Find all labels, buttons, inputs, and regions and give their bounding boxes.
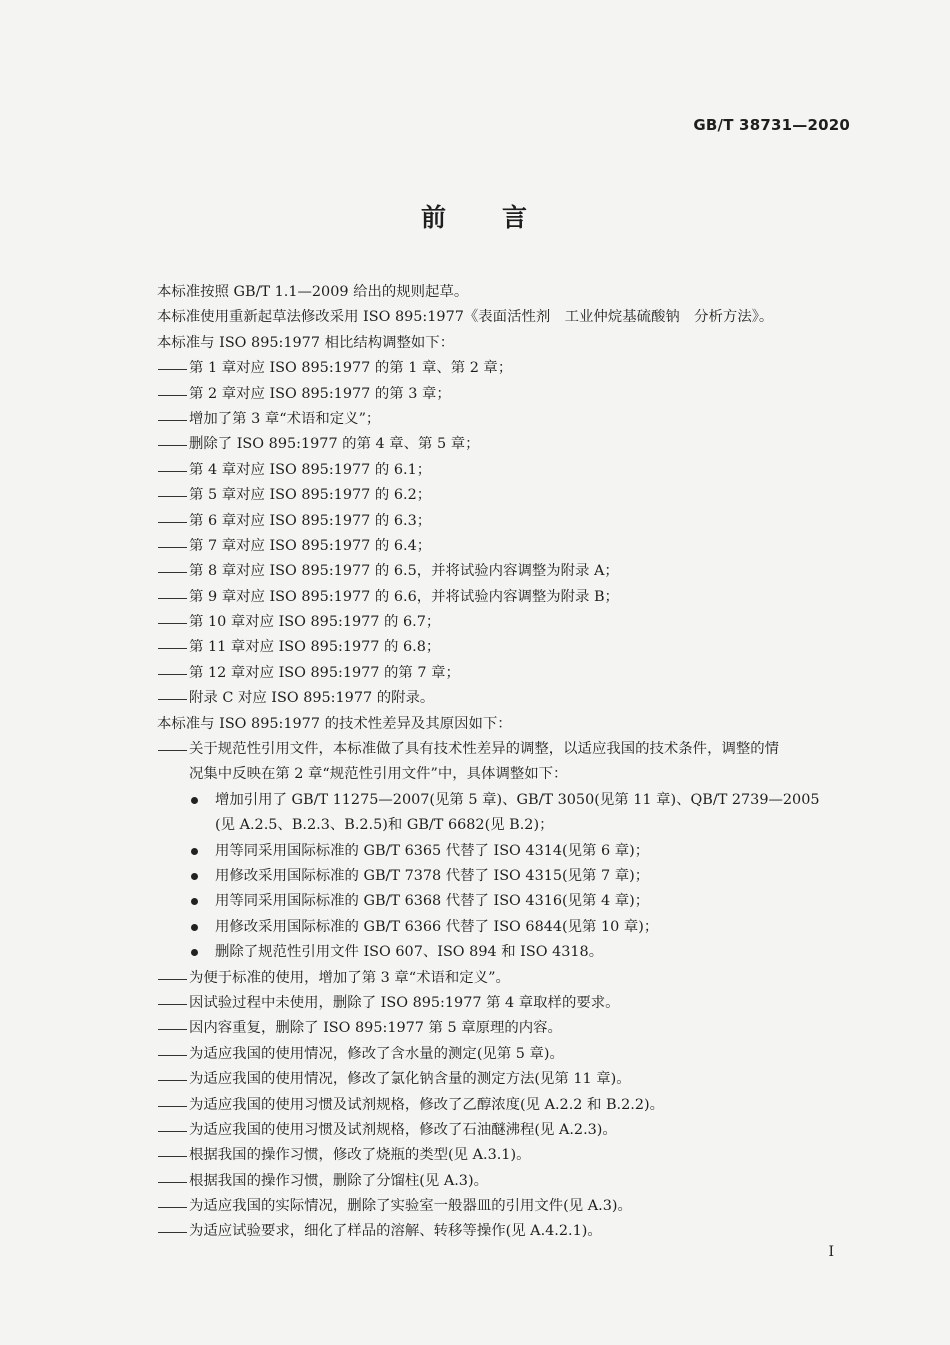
structure-item: 增加了第 3 章“术语和定义”； [157, 407, 857, 432]
intro-line: 本标准与 ISO 895:1977 相比结构调整如下： [157, 334, 455, 351]
normative-ref-item: 关于规范性引用文件，本标准做了具有技术性差异的调整，以适应我国的技术条件，调整的情 [157, 737, 857, 762]
difference-item: 为适应我国的使用习惯及试剂规格，修改了乙醇浓度(见 A.2.2 和 B.2.2)。 [157, 1093, 857, 1118]
page-number: I [828, 1244, 834, 1260]
structure-item: 第 4 章对应 ISO 895:1977 的 6.1； [157, 458, 857, 483]
bullet-item: 用修改采用国际标准的 GB/T 7378 代替了 ISO 4315(见第 7 章)； [157, 864, 857, 889]
normative-ref-continuation: 况集中反映在第 2 章“规范性引用文件”中，具体调整如下： [189, 766, 568, 783]
bullet-icon [189, 839, 215, 864]
dash-marker [157, 1016, 189, 1041]
bullet-icon [189, 864, 215, 889]
bullet-icon [189, 915, 215, 940]
title-char-1: 前 [420, 203, 448, 232]
structure-item: 第 6 章对应 ISO 895:1977 的 6.3； [157, 509, 857, 534]
difference-item: 为适应试验要求，细化了样品的溶解、转移等操作(见 A.4.2.1)。 [157, 1219, 857, 1244]
structure-item: 删除了 ISO 895:1977 的第 4 章、第 5 章； [157, 432, 857, 457]
dash-marker [157, 1143, 189, 1168]
structure-item: 第 1 章对应 ISO 895:1977 的第 1 章、第 2 章； [157, 356, 857, 381]
dash-marker [157, 458, 189, 483]
dash-marker [157, 610, 189, 635]
structure-item: 第 8 章对应 ISO 895:1977 的 6.5，并将试验内容调整为附录 A； [157, 559, 857, 584]
bullet-icon [189, 788, 215, 813]
bullet-item: 用修改采用国际标准的 GB/T 6366 代替了 ISO 6844(见第 10 章)； [157, 915, 857, 940]
dash-marker [157, 356, 189, 381]
dash-marker [157, 407, 189, 432]
difference-item: 为适应我国的使用情况，修改了含水量的测定(见第 5 章)。 [157, 1042, 857, 1067]
dash-marker [157, 1118, 189, 1143]
difference-item: 为适应我国的使用习惯及试剂规格，修改了石油醚沸程(见 A.2.3)。 [157, 1118, 857, 1143]
structure-item: 附录 C 对应 ISO 895:1977 的附录。 [157, 686, 857, 711]
bullet-item: 删除了规范性引用文件 ISO 607、ISO 894 和 ISO 4318。 [157, 940, 857, 965]
structure-item: 第 11 章对应 ISO 895:1977 的 6.8； [157, 635, 857, 660]
difference-item: 因内容重复，删除了 ISO 895:1977 第 5 章原理的内容。 [157, 1016, 857, 1041]
foreword-body [157, 280, 857, 1245]
page-title [0, 198, 950, 234]
standard-code: GB/T 38731—2020 [693, 116, 850, 134]
bullet-item: 用等同采用国际标准的 GB/T 6368 代替了 ISO 4316(见第 4 章)； [157, 889, 857, 914]
dash-marker [157, 559, 189, 584]
intro-line: 本标准使用重新起草法修改采用 ISO 895:1977《表面活性剂 工业仲烷基硫酸钠 分析方法》。 [157, 309, 774, 326]
dash-marker [157, 1169, 189, 1194]
difference-item: 为适应我国的实际情况，删除了实验室一般器皿的引用文件(见 A.3)。 [157, 1194, 857, 1219]
dash-marker [157, 432, 189, 457]
dash-marker [157, 1219, 189, 1244]
bullet-item: 增加引用了 GB/T 11275—2007(见第 5 章)、GB/T 3050(见第 11 章)、QB/T 2739—2005 [157, 788, 857, 813]
dash-marker [157, 1194, 189, 1219]
bullet-icon [189, 940, 215, 965]
dash-marker [157, 966, 189, 991]
difference-item: 为便于标准的使用，增加了第 3 章“术语和定义”。 [157, 966, 857, 991]
dash-marker [157, 1067, 189, 1092]
structure-item: 第 10 章对应 ISO 895:1977 的 6.7； [157, 610, 857, 635]
dash-marker [157, 1093, 189, 1118]
structure-item: 第 2 章对应 ISO 895:1977 的第 3 章； [157, 382, 857, 407]
difference-item: 根据我国的操作习惯，删除了分馏柱(见 A.3)。 [157, 1169, 857, 1194]
dash-marker [157, 991, 189, 1016]
differences-intro: 本标准与 ISO 895:1977 的技术性差异及其原因如下： [157, 715, 512, 732]
dash-marker [157, 382, 189, 407]
dash-marker [157, 534, 189, 559]
dash-marker [157, 483, 189, 508]
dash-marker [157, 635, 189, 660]
bullet-item: 用等同采用国际标准的 GB/T 6365 代替了 ISO 4314(见第 6 章)； [157, 839, 857, 864]
structure-item: 第 12 章对应 ISO 895:1977 的第 7 章； [157, 661, 857, 686]
bullet-continuation: (见 A.2.5、B.2.3、B.2.5)和 GB/T 6682(见 B.2)； [215, 817, 554, 834]
dash-marker [157, 661, 189, 686]
dash-marker [157, 1042, 189, 1067]
bullet-icon [189, 889, 215, 914]
title-char-2: 言 [502, 203, 530, 232]
structure-item: 第 7 章对应 ISO 895:1977 的 6.4； [157, 534, 857, 559]
difference-item: 根据我国的操作习惯，修改了烧瓶的类型(见 A.3.1)。 [157, 1143, 857, 1168]
dash-marker [157, 509, 189, 534]
difference-item: 为适应我国的使用情况，修改了氯化钠含量的测定方法(见第 11 章)。 [157, 1067, 857, 1092]
dash-marker [157, 686, 189, 711]
structure-item: 第 5 章对应 ISO 895:1977 的 6.2； [157, 483, 857, 508]
intro-line: 本标准按照 GB/T 1.1—2009 给出的规则起草。 [157, 284, 469, 300]
dash-marker [157, 585, 189, 610]
structure-item: 第 9 章对应 ISO 895:1977 的 6.6，并将试验内容调整为附录 B； [157, 585, 857, 610]
difference-item: 因试验过程中未使用，删除了 ISO 895:1977 第 4 章取样的要求。 [157, 991, 857, 1016]
dash-marker [157, 737, 189, 762]
